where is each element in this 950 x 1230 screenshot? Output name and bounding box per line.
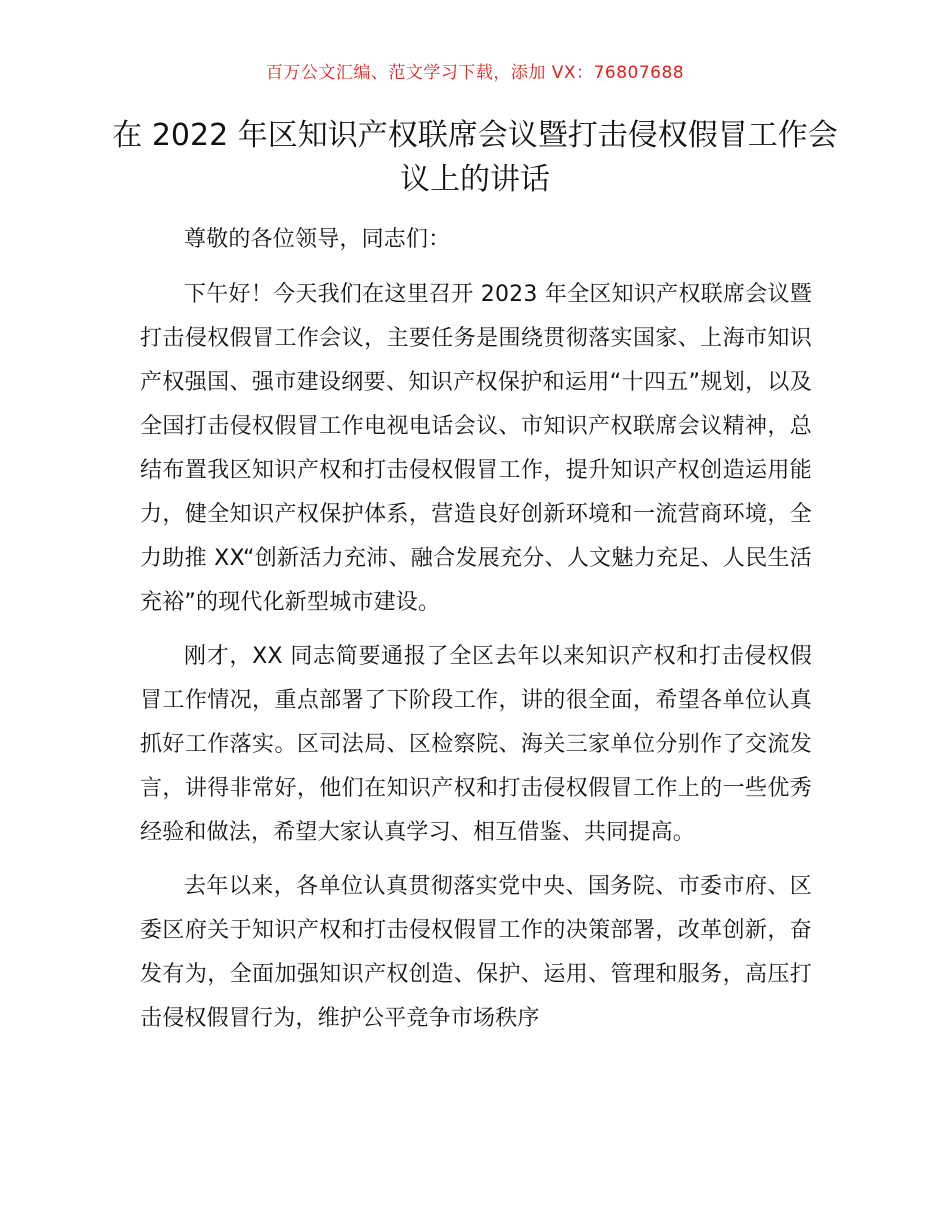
document-title: 在 2022 年区知识产权联席会议暨打击侵权假冒工作会议上的讲话 — [112, 118, 838, 197]
paragraph-1: 下午好！今天我们在这里召开 2023 年全区知识产权联席会议暨打击侵权假冒工作会议，主要任务是围绕贯彻落实国家、上海市知识产权强国、强市建设纲要、知识产权保护和运用“十四五”规划，以及全国打击侵权假冒工作电视电话会议、市知识产权联席会议精神，总结布置我区知识产权和打击侵权假冒工作，提升知识产权创造运用能力，健全知识产权保护体系，营造良好创新环境和一流营商环境，全力助推 XX“创新活力充沛、融合发展充分、人文魅力充足、人民生活充裕”的现代化新型城市建设。 — [140, 282, 812, 615]
document-body — [140, 218, 812, 1051]
paragraph-2: 刚才，XX 同志简要通报了全区去年以来知识产权和打击侵权假冒工作情况，重点部署了下阶段工作，讲的很全面，希望各单位认真抓好工作落实。区司法局、区检察院、海关三家单位分别作了交流发言，讲得非常好，他们在知识产权和打击侵权假冒工作上的一些优秀经验和做法，希望大家认真学习、相互借鉴、共同提高。 — [140, 644, 812, 845]
promo-header: 百万公文汇编、范文学习下载，添加 VX：76807688 — [265, 63, 685, 83]
greeting: 尊敬的各位领导，同志们： — [184, 227, 451, 252]
paragraph-3: 去年以来，各单位认真贯彻落实党中央、国务院、市委市府、区委区府关于知识产权和打击侵权假冒工作的决策部署，改革创新，奋发有为，全面加强知识产权创造、保护、运用、管理和服务，高压打击侵权假冒行为，维护公平竞争市场秩序 — [140, 874, 812, 1031]
